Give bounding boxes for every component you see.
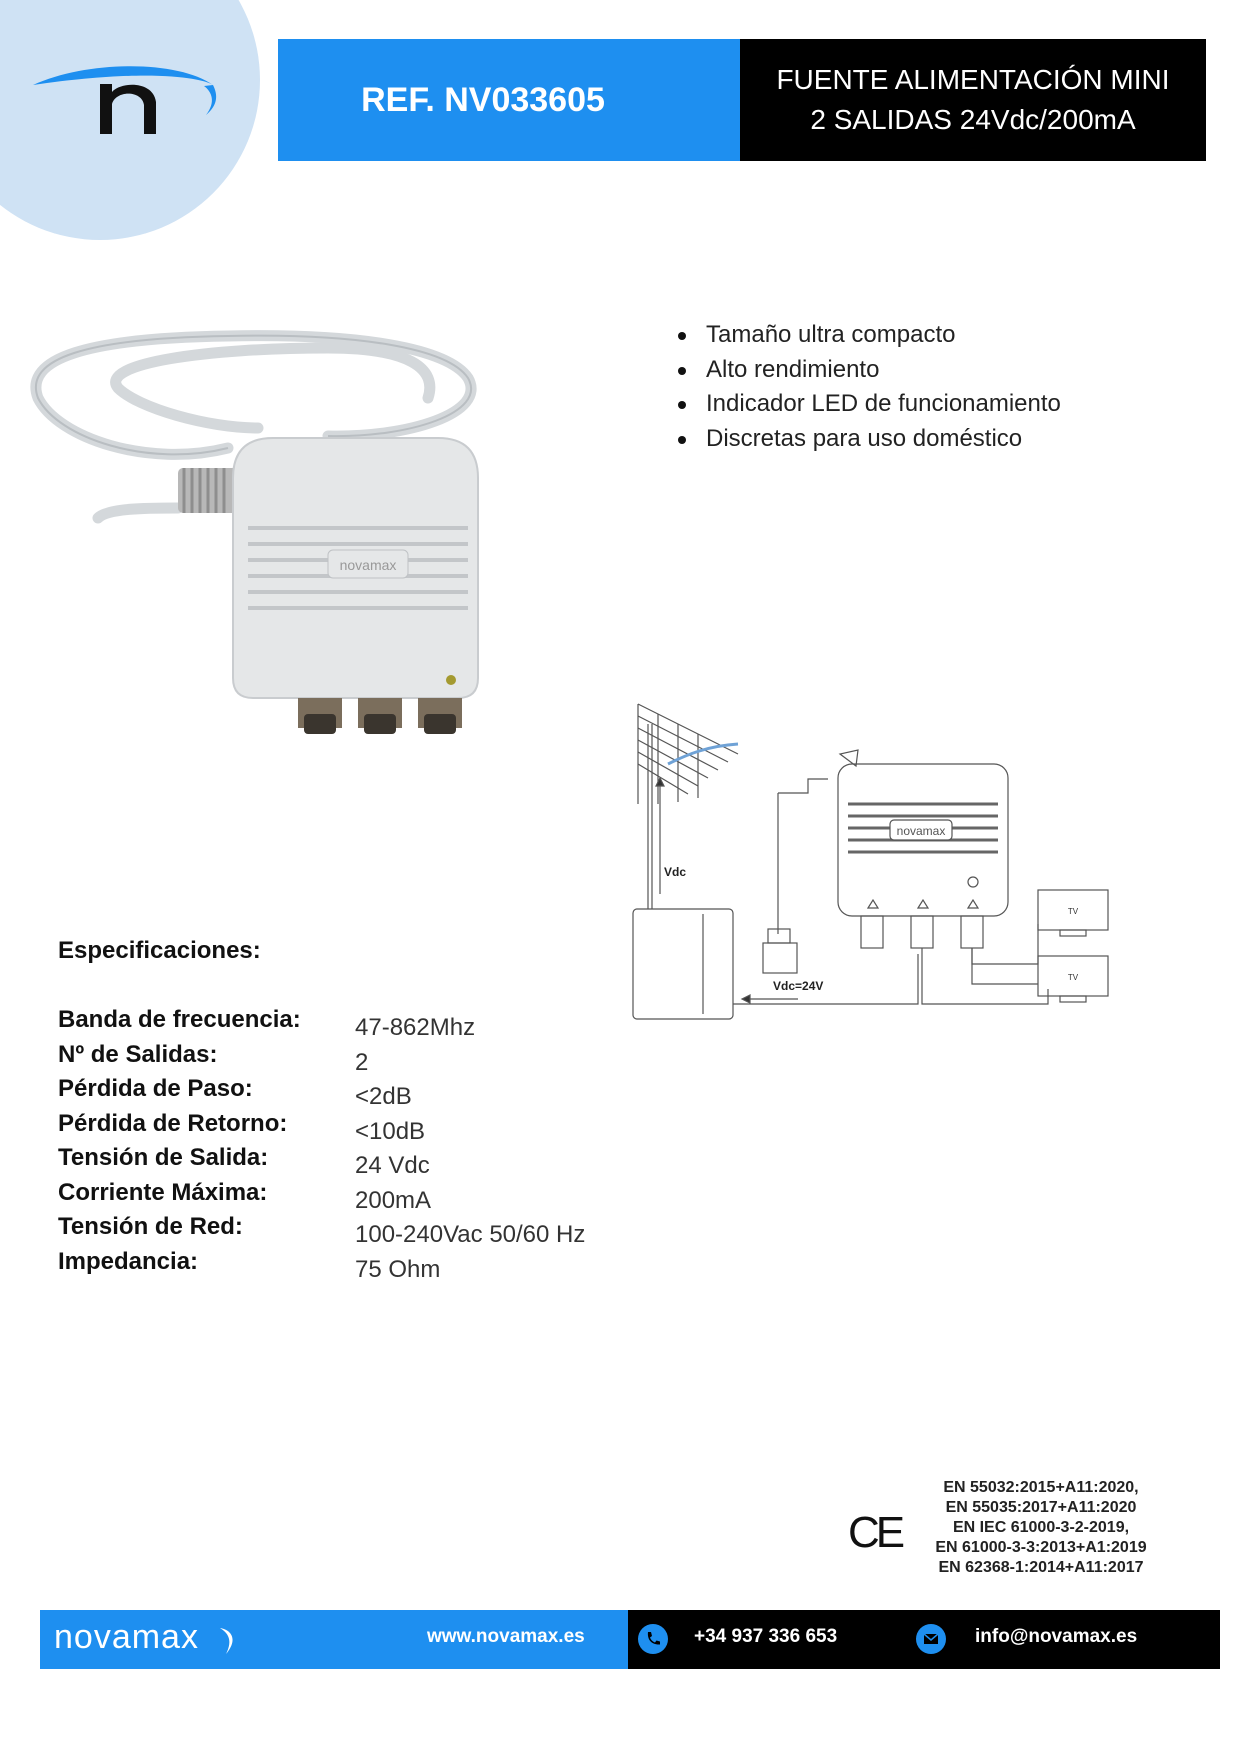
spec-value: <2dB: [355, 1083, 412, 1110]
spec-row: [58, 1075, 658, 1110]
ce-mark: CE: [848, 1508, 902, 1557]
connection-diagram: [628, 694, 1118, 1024]
photo-brand-mark: novamax: [339, 557, 397, 573]
spec-row: [58, 1248, 658, 1283]
spec-row: [58, 1179, 658, 1214]
spec-row: [58, 1041, 658, 1076]
spec-row: [58, 1213, 658, 1248]
diagram-vdc-label: Vdc: [664, 865, 687, 879]
footer-phone-link[interactable]: +34 937 336 653: [694, 1626, 838, 1647]
spec-value: 24 Vdc: [355, 1152, 430, 1179]
spec-value: 2: [355, 1048, 369, 1076]
diagram-tv-label-2: TV: [1067, 973, 1079, 982]
certification-list: [926, 1478, 1156, 1578]
email-icon: [916, 1624, 946, 1654]
spec-value: 47-862Mhz: [355, 1014, 476, 1041]
diagram-vdc24-label: Vdc=24V: [773, 979, 824, 993]
spec-row: [58, 1110, 658, 1145]
spec-value: 75 Ohm: [355, 1255, 441, 1283]
product-title-line-1: FUENTE ALIMENTACIÓN MINI: [776, 64, 1170, 95]
spec-row: [58, 1144, 658, 1179]
spec-value: 100-240Vac 50/60 Hz: [355, 1221, 586, 1248]
spec-label: Pérdida de Paso:: [58, 1075, 253, 1102]
certification-standard: EN 62368-1:2014+A11:2017: [938, 1559, 1144, 1576]
diagram-tv-label-1: TV: [1067, 907, 1079, 916]
phone-icon: [638, 1624, 668, 1654]
footer-email-link[interactable]: info@novamax.es: [975, 1626, 1138, 1647]
certification-standard: EN IEC 61000-3-2-2019,: [952, 1519, 1130, 1536]
diagram-brand-mark: novamax: [896, 824, 946, 838]
spec-label: Tensión de Red:: [58, 1213, 243, 1240]
list-item: Alto rendimiento: [672, 353, 1061, 388]
feature-list: [672, 318, 1061, 456]
certification-standard: EN 55032:2015+A11:2020,: [943, 1479, 1139, 1496]
certification-standard: EN 61000-3-3:2013+A1:2019: [935, 1539, 1147, 1556]
footer-website-link[interactable]: www.novamax.es: [427, 1626, 585, 1647]
spec-label: Impedancia:: [58, 1247, 199, 1275]
footer-brand-logo: novamax: [54, 1618, 199, 1656]
product-title-banner: [740, 39, 1206, 161]
brand-logo-icon: [28, 60, 228, 140]
list-item: Tamaño ultra compacto: [672, 318, 1061, 353]
specs-title: Especificaciones:: [58, 937, 261, 964]
spec-label: Tensión de Salida:: [58, 1144, 269, 1171]
product-photo: [28, 318, 548, 758]
spec-value: <10dB: [355, 1117, 426, 1145]
logo-swoosh-icon: [218, 1620, 240, 1660]
certification-standard: EN 55035:2017+A11:2020: [945, 1499, 1137, 1516]
spec-label: Nº de Salidas:: [58, 1040, 218, 1068]
product-title-line-2: 2 SALIDAS 24Vdc/200mA: [810, 104, 1136, 135]
spec-label: Corriente Máxima:: [58, 1178, 268, 1206]
spec-label: Pérdida de Retorno:: [58, 1109, 288, 1137]
spec-row: [58, 1006, 658, 1041]
spec-label: Banda de frecuencia:: [58, 1006, 301, 1033]
list-item: Indicador LED de funcionamiento: [672, 387, 1061, 422]
spec-value: 200mA: [355, 1186, 432, 1214]
list-item: Discretas para uso doméstico: [672, 422, 1061, 457]
ref-code: REF. NV033605: [361, 80, 605, 119]
